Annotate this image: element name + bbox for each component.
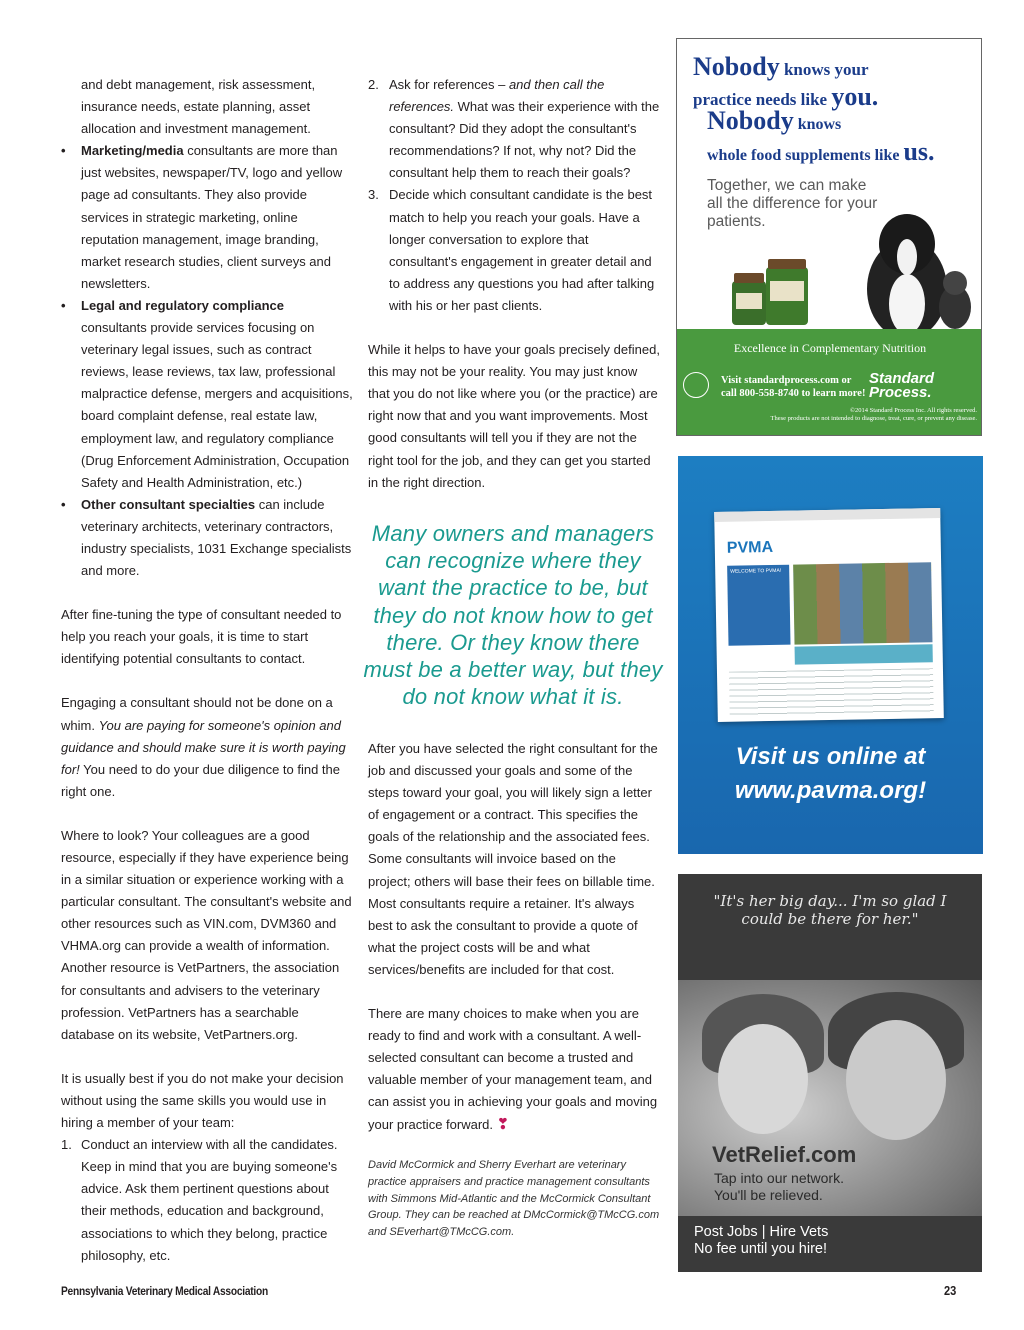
dog-and-cat-image [827,189,977,339]
ad-contact[interactable]: Visit standardprocess.com or call 800-558-8740 to learn more! [721,375,866,399]
author-byline: David McCormick and Sherry Everhart are veterinary practice appraisers and practice management consultants with Simmons Mid-Atlantic and the McCormick Consultant Group. They can be reached at DMcCormick@TMcCG.com and SEverhart@TMcCG.com. [368,1159,660,1239]
paw-icon: ❣ [496,1115,510,1133]
article-column-1 [61,74,353,1267]
publication-name: Pennsylvania Veterinary Medical Association [61,1284,268,1298]
paragraph: While it helps to have your goals precisely defined, this may not be your reality. You may just know that you do not like where you (or the practice) are right now that and you want improvements. Most good consultants will tell you if they are not the right tool for the job, and they can get you started in the right direction. [368,342,660,490]
ad-slogan: Excellence in Complementary Nutrition [733,341,927,355]
ad-subheadline: Nobody knows whole food supplements like us. [707,106,935,166]
paragraph: and debt management, risk assessment, insurance needs, estate planning, asset allocation and investment management. [81,77,316,137]
numbered-item-3: 3. Decide which consultant candidate is the best match to help you reach your goals. Have a longer conversation to explore that consultant's engagement in greater detail and to address any questions you had after talking with his or her past clients. [368,187,655,313]
photo-strip [793,562,932,644]
visit-pvma-link[interactable]: Visit us online at www.pavma.org! [734,743,927,804]
paragraph: Where to look? Your colleagues are a good resource, especially if they have experience being in a similar situation or experience working with a particular consultant. The consultant's website and other resources such as VIN.com, DVM360 and VHMA.org can provide a wealth of information. Another resource is VetPartners, the association for consultants and advisers to the veterinary profession. VetPartners has a searchable database on its website, VetPartners.org. [61,827,352,1042]
pvma-website-ad[interactable] [678,456,983,854]
bullet-other: • Other consultant specialties can include veterinary architects, veterinary contractors, industry specialists, 1031 Exchange specialists and more. [61,496,352,579]
ad-call-to-action[interactable]: Post Jobs | Hire Vets No fee until you hire! [694,1224,829,1257]
ad-tagline: Together, we can make all the difference for your patients. [707,177,878,230]
standard-process-ad[interactable] [676,38,982,436]
seal-icon [683,372,709,398]
standard-process-logo: Standard Process. [869,370,935,401]
paragraph: It is usually best if you do not make your decision without using the same skills you would use in hiring a member of your team: [61,1070,344,1131]
pull-quote: Many owners and managers can recognize where they want the practice to be, but they do not know how to get there. Or they know there must be a better way, but they do not know what it is. [363,521,663,710]
pvma-logo: PVMA [726,538,774,557]
ad-disclaimer: ©2014 Standard Process Inc. All rights reserved. These products are not intended to diagnose, treat, cure, or prevent any disease. [770,407,977,422]
paragraph: There are many choices to make when you are ready to find and work with a consultant. A well-selected consultant can become a trusted and valuable member of your management team, and can assist you in achieving your goals and moving your practice forward. ❣ [368,1006,658,1133]
article-column-2-lower [368,738,660,1136]
numbered-item-2: 2. Ask for references – and then call the references. What was their experience with the consultant? Did they adopt the consultant's recommendations? If not, why not? Did the consultant help them to reach their goals? [368,77,660,181]
paragraph: After you have selected the right consultant for the job and discussed your goals and some of the steps toward your goal, you will likely sign a letter of engagement or a contract. This specifies the goals of the relationship and the associated fees. Some consultants will invoice based on the project; others will base their fees on billable time. Most consultants require a retainer. It's always best to ask the consultant to provide a quote of what the project costs will be and what services/benefits are included for that cost. [368,741,658,977]
bullet-marketing: • Marketing/media consultants are more than just websites, newspaper/TV, logo and yellow page ad consultants. They also provide services in strategic marketing, online reputation management, image branding, market research studies, client surveys and newsletters. [61,143,343,291]
supplement-bottles-image [732,259,822,329]
paragraph: After fine-tuning the type of consultant needed to help you reach your goals, it is time to start identifying potential consultants to contact. [61,607,342,667]
paragraph: Engaging a consultant should not be done on a whim. You are paying for someone's opinion and guidance and should make sure it is worth paying for! You need to do your due diligence to find the right one. [61,695,346,799]
vetrelief-ad[interactable] [678,874,982,1272]
numbered-item-1: 1. Conduct an interview with all the candidates. Keep in mind that you are buying someone's advice. Ask them pertinent questions about their methods, education and background, associations to which they belong, practice philosophy, etc. [61,1137,338,1263]
bullet-legal: • Legal and regulatory compliance consultants provide services focusing on veterinary legal issues, such as contract reviews, lease reviews, tax law, professional malpractice defense, mergers and acquisitions, board complaint defense, real estate law, employment law, and regulatory compliance (Drug Enforcement Administration, Occupation Safety and Health Administration, etc.) [61,297,353,490]
page-number: 23 [944,1283,957,1298]
article-column-2 [368,74,660,494]
website-screenshot: PVMA WELCOME TO PVMA! [714,508,944,722]
ad-quote: "It's her big day... I'm so glad I could be there for her." [713,892,947,928]
vetrelief-logo: VetRelief.com [712,1142,857,1167]
ad-tagline: Tap into our network. You'll be relieved. [714,1170,844,1203]
ad-headline: Nobody knows your practice needs like you. [693,52,879,111]
